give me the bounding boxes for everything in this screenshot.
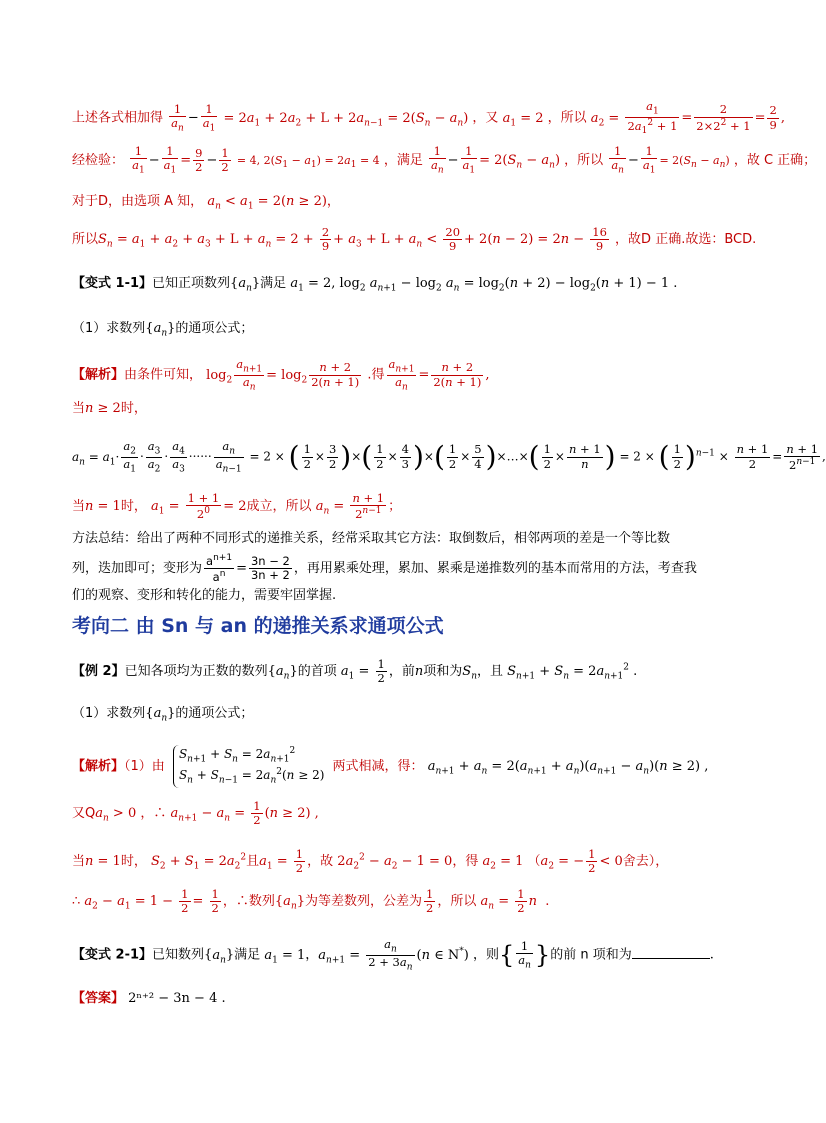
text: ，所以 [547, 110, 587, 126]
text: 由条件可知， [124, 367, 203, 383]
section-heading: 考向二 由 Sn 与 an 的递推关系求通项公式 [72, 615, 444, 637]
text: 满足 [260, 276, 287, 291]
line-20: ∴ $a_2 - a_1 = 1$ − $\frac{1}{2}$ = $\frac{1}{2}$ ，∴数列$\{a_n\}$为等差数列，公差为 $\frac{1}{2}$ ，所以 $a_n$ = $\frac{1}{2}$ n . [72, 887, 550, 916]
line-3: 对于D，由选项 A 知， $a_n < a_1 = 2(n \ge 2)$， [72, 194, 340, 212]
answer-tag: 【答案】 [72, 991, 125, 1006]
text: 时， [120, 401, 147, 416]
line-5: 【变式 1-1】已知正项数列$\{a_n\}$满足 $a_1 = 2$, $\log_2 a_{n+1} - \log_2 a_n = \log_2(n + 2) - \log_2(n + 1) - 1$ . [72, 276, 678, 294]
text: 当 [72, 499, 86, 515]
text: ； [388, 499, 402, 515]
text: 且 [246, 854, 260, 870]
text: （1）求数列 [72, 706, 146, 721]
text: 当 [72, 854, 86, 870]
solution-tag: 【解析】 [72, 367, 125, 383]
text: ，得 [452, 854, 479, 870]
text: 对于D，由选项 A 知， [72, 194, 204, 209]
text: 又Q [72, 806, 96, 822]
answer-text: 2ⁿ⁺² − 3n − 4 . [128, 991, 226, 1006]
text: ，又 [472, 110, 499, 126]
solution-tag: 【解析】 [72, 758, 125, 774]
variant-tag: 【变式 1-1】 [72, 276, 153, 291]
text: ，所以 [564, 152, 604, 168]
text: ，再用累乘处理，累加、累乘是递推数列的基本而常用的方法，考查我 [293, 561, 697, 577]
line-11: 方法总结：给出了两种不同形式的递推关系，经常采取其它方法：取倒数后，相邻两项的差是一个等比数 [72, 531, 671, 546]
example-tag: 【例 2】 [72, 664, 125, 680]
text: 已知各项均为正数的数列 [124, 664, 268, 680]
line-12: 列，迭加即可；变形为 $\frac{a^{n+1}}{a^n}$ = $\frac{3n - 2}{3n + 2}$ ，再用累乘处理，累加、累乘是递推数列的基本而常用的方法，考查我 [72, 553, 697, 584]
text: .得 [367, 367, 385, 383]
line-21: 【变式 2-1】已知数列$\{a_n\}$满足 $a_1 = 1$，$a_{n+1}$ = $\frac{a_n}{2 + 3a_n}$ (n ∈ N*) ，则{ $\frac{1}{a_n}$ }的前 n 项和为 . [72, 937, 714, 972]
text: 为等差数列，公差为 [305, 894, 423, 910]
text: 当 [72, 401, 86, 416]
line-2: 经检验： $\frac{1}{a_1}$ − $\frac{1}{a_1}$ = $\frac{9}{2}$ − $\frac{1}{2}$ = 4, $2(S_1 - a_1) = 2a_1 = 4$ ，满足 $\frac{1}{a_n}$ − $\frac{1}{a_1}$ = $2(S_n - a_n)$ ，所以 $\frac{1}{a_n}$ − $\frac{1}{a_1}$ = $2(S_n - a_n)$ ，故 C 正确； [72, 144, 817, 176]
text: ，满足 [383, 152, 423, 168]
line-8: 当n ≥ 2时， [72, 401, 147, 416]
text: ，故D 正确.故选：BCD. [615, 232, 757, 248]
text: （1）由 [124, 758, 165, 774]
text: 成立，所以 [246, 499, 312, 515]
text: 所以 [72, 232, 99, 248]
line-6: （1）求数列$\{a_n\}$的通项公式； [72, 321, 254, 339]
line-19: 当n = 1时， $S_2 + S_1 = 2a_2^2$且$a_1$ = $\frac{1}{2}$ ，故 $2a_2^2 - a_2 - 1 = 0$，得 $a_2 = 1$ （$a_2$ = − $\frac{1}{2}$ < 0舍去）， [72, 847, 669, 876]
text: 时， [120, 854, 147, 870]
text: ，所以 [437, 894, 477, 910]
text: 的通项公式； [175, 706, 254, 721]
line-13: 们的观察、变形和转化的能力，需要牢固掌握. [72, 588, 337, 603]
text: ，前 [388, 664, 415, 680]
line-16: （1）求数列$\{a_n\}$的通项公式； [72, 706, 254, 724]
text: 列，迭加即可；变形为 [72, 561, 203, 577]
line-22 [72, 990, 754, 1008]
variant-tag: 【变式 2-1】 [72, 947, 153, 963]
text: 的前 n 项和为 [550, 947, 632, 963]
text: ，故 C 正确； [733, 152, 817, 168]
text: 两式相减，得： [332, 758, 424, 774]
line-7: 【解析】由条件可知， $\log_2$ $\frac{a_{n+1}}{a_n}$ = $\log_2$ $\frac{n + 2}{2(n + 1)}$ .得 $\frac{a_{n+1}}{a_n}$ = $\frac{n + 2}{2(n + 1)}$ , [72, 357, 490, 392]
line-10: 当n = 1时， $a_1$ = $\frac{1 + 1}{2^0}$ = 2成立，所以 $a_n$ = $\frac{n + 1}{2^{n-1}}$ ； [72, 491, 402, 522]
text: 满足 [234, 947, 261, 963]
text: ，且 [476, 664, 503, 680]
text: 数列 [248, 894, 275, 910]
text: ，故 [307, 854, 334, 870]
text: （1）求数列 [72, 321, 146, 336]
text: 已知正项数列 [152, 276, 231, 291]
text: 时， [120, 499, 147, 515]
text: 已知数列 [152, 947, 205, 963]
line-1: 上述各式相加得 $\frac{1}{a_n}$ − $\frac{1}{a_1}$ = $2a_1 + 2a_2 + L + 2a_{n-1} = 2(S_n - a_n)$ ，又 $a_1 = 2$ ，所以 $a_2$ = $\frac{a_1}{2a_1^2 + 1}$ = $\frac{2}{2\times 2^2 + 1}$ = $\frac{2}{9}$ , [72, 99, 785, 136]
text: 的首项 [297, 664, 337, 680]
answer-blank[interactable] [632, 946, 710, 959]
line-4: 所以$S_n = a_1 + a_2 + a_3 + L + a_n = 2$ + $\frac{2}{9}$ + $a_3 + L + a_n$ < $\frac{20}{9}$ + 2(n − 2) = 2n − $\frac{16}{9}$ ，故D 正确.故选：BCD. [72, 225, 757, 254]
text: 的通项公式； [175, 321, 254, 336]
line-9: $a_n = a_1\cdot$ $\frac{a_2}{a_1}$ · $\frac{a_3}{a_2}$ · $\frac{a_4}{a_3}$ ······ $\frac{a_n}{a_{n-1}}$ = 2 × ( $\frac{1}{2}$ × $\frac{3}{2}$ )×( $\frac{1}{2}$ × $\frac{4}{3}$ )×( $\frac{1}{2}$ × $\frac{5}{4}$ )×…×( $\frac{1}{2}$ × $\frac{n + 1}{n}$ ) = 2 × ( $\frac{1}{2}$ )$^{n-1}$ × $\frac{n + 1}{2}$ = $\frac{n + 1}{2^{n-1}}$ , [72, 439, 826, 474]
line-17: 【解析】（1）由 $S_{n+1} + S_n = 2a_{n+1}^2$ $S_n + S_{n-1} = 2a_n^2(n \ge 2)$ 两式相减，得： $a_{n+1} + a_n = 2(a_{n+1} + a_n)(a_{n+1} - a_n)(n \ge 2)$ , [72, 745, 754, 788]
text: 项和为 [423, 664, 463, 680]
text: 经检验： [72, 152, 125, 168]
line-18: 又$Qa_n > 0$ ，∴ $a_{n+1} - a_n$ = $\frac{1}{2}$ (n ≥ 2) , [72, 799, 319, 828]
text: ，则 [472, 947, 499, 963]
line-15: 【例 2】已知各项均为正数的数列$\{a_n\}$的首项 $a_1$ = $\frac{1}{2}$ ，前n项和为$S_n$，且 $S_{n+1} + S_n = 2a_{n+1}^2$ . [72, 657, 638, 686]
text: 舍去）， [622, 854, 669, 870]
text: 上述各式相加得 [72, 110, 164, 126]
